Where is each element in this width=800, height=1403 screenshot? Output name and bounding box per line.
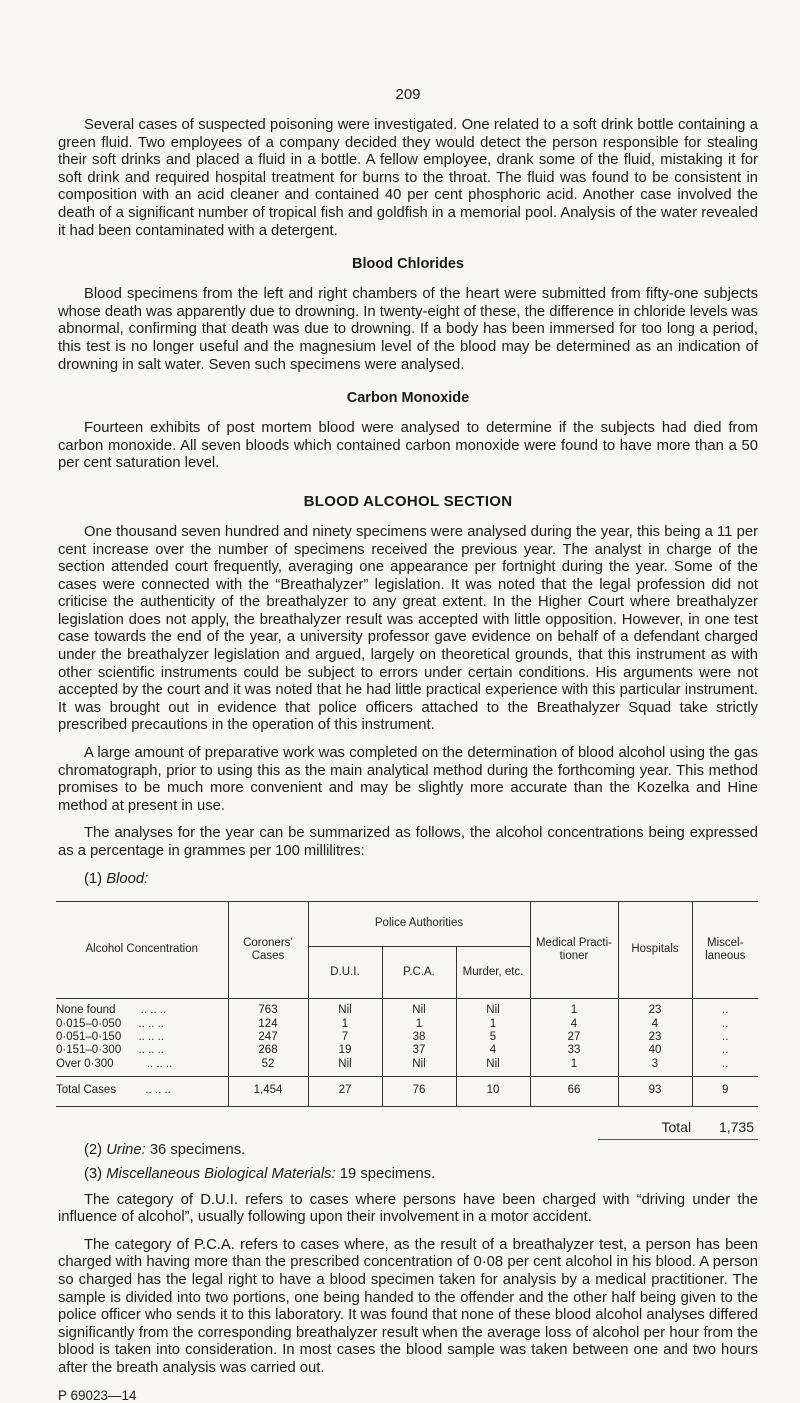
cell-pca: Nil (382, 1004, 456, 1017)
grand-total (58, 1119, 758, 1135)
grand-total-label: Total (661, 1118, 692, 1135)
blood-chlorides-paragraph: Blood specimens from the left and right chambers of the heart were submitted from fifty-one subjects whose death was apparently due to drowning. In twenty-eight of these, the difference in chloride levels was abnormal, confirming that death was due to drowning. If a body has been immersed for too long a period, this test is no longer useful and the magnesium level of the blood may be determined as an indication of drowning in salt water. Seven such specimens were analysed. (58, 286, 758, 373)
blood-chlorides-heading: Blood Chlorides (352, 256, 464, 273)
pca-paragraph: The category of P.C.A. refers to cases where, as the result of a breathalyzer test, a person has been charged with having more than the prescribed concentration of 0·08 per cent alcohol in his blood. A person so charged has the legal right to have a blood specimen taken for analysis by a medical practitioner. The sample is divided into two portions, one being handed to the offender and the other half being given to the police officer who sends it to this laboratory. It was found that none of these blood alcohol analyses differed significantly from the corresponding breathalyzer result when the average loss of alcohol per hour from the blood is taken into consideration. In most cases the blood sample was taken between one and two hours after the breath analysis was carried out. (58, 1236, 758, 1376)
document-page (58, 0, 758, 1403)
urine-item-text: 36 specimens. (149, 1141, 246, 1158)
carbon-monoxide-heading: Carbon Monoxide (346, 390, 470, 407)
cell-misc: .. (692, 1031, 758, 1044)
cell-coroners: 268 (228, 1044, 308, 1057)
header-coroners-cases: Coroners’ Cases (228, 901, 308, 998)
total-row-label: Total Cases (56, 1084, 117, 1097)
cell-pca: 1 (382, 1018, 456, 1031)
header-miscellaneous: Miscel- laneous (692, 901, 758, 998)
cell-dui: 1 (308, 1018, 382, 1031)
cell-misc: .. (692, 1018, 758, 1031)
cell-hospitals: 4 (618, 1018, 692, 1031)
cell-murder: Nil (456, 1058, 530, 1071)
blood-alcohol-paragraph-2: A large amount of preparative work was completed on the determination of blood alcohol using the gas chromatograph, prior to using this as the main analytical method during the forthcoming year. This method promises to be much more convenient and may be slightly more accurate than the Kozelka and Hine method at present in use. (58, 745, 758, 814)
row-label: 0·051–0·150 (56, 1030, 122, 1043)
table-row (56, 1058, 758, 1071)
total-row-leader-dots: .. .. .. (145, 1084, 171, 1097)
total-dui: 27 (308, 1076, 382, 1106)
cell-medical: 4 (530, 1018, 618, 1031)
cell-dui: Nil (308, 1058, 382, 1071)
cell-murder: 4 (456, 1044, 530, 1057)
row-label: 0·015–0·050 (56, 1017, 122, 1030)
cell-misc: .. (692, 1058, 758, 1071)
cell-dui: 7 (308, 1031, 382, 1044)
grand-total-value: 1,735 (718, 1118, 754, 1135)
page-number: 209 (395, 86, 421, 103)
total-misc: 9 (692, 1076, 758, 1106)
header-pca: P.C.A. (382, 946, 456, 998)
row-leader-dots: .. .. .. (146, 1057, 173, 1070)
row-leader-dots: .. .. .. (138, 1017, 164, 1030)
cell-murder: 1 (456, 1018, 530, 1031)
table-row (56, 1044, 758, 1057)
cell-pca: 37 (382, 1044, 456, 1057)
header-medical-practitioner: Medical Practi- tioner (530, 901, 618, 998)
cell-coroners: 247 (228, 1031, 308, 1044)
table-row (56, 1004, 758, 1017)
urine-item-label: Urine: (106, 1141, 146, 1158)
blood-item-number: (1) (84, 870, 103, 887)
cell-hospitals: 23 (618, 1031, 692, 1044)
table-row (56, 1031, 758, 1044)
urine-item (84, 1142, 758, 1158)
cell-murder: 5 (456, 1031, 530, 1044)
misc-item-text: 19 specimens. (339, 1165, 436, 1182)
cell-hospitals: 23 (618, 1004, 692, 1017)
header-alcohol-concentration: Alcohol Concentration (56, 901, 228, 998)
table-row (56, 1018, 758, 1031)
row-label: Over 0·300 (56, 1057, 114, 1070)
misc-item (84, 1166, 758, 1182)
urine-item-number: (2) (84, 1141, 103, 1158)
row-leader-dots: .. .. .. (138, 1030, 164, 1043)
total-coroners: 1,454 (228, 1076, 308, 1106)
cell-hospitals: 40 (618, 1044, 692, 1057)
blood-alcohol-paragraph-1: One thousand seven hundred and ninety specimens were analysed during the year, this being a 11 per cent increase over the number of specimens received the previous year. The analyst in charge of the section attended court frequently, averaging one appearance per fortnight during the year. Some of the cases were connected with the “Breathalyzer” legislation. It was noted that the legal profession did not criticise the authenticity of the breathalyzer to any great extent. In the Higher Court where breathalyzer legislation does not apply, the breathalyzer result was accepted with little opposition. However, in one test case towards the end of the year, a university professor gave evidence on behalf of a defendant charged under the breathalyzer legislation and argued, largely on theoretical grounds, that this instrument as with other scientific instruments could be subject to errors under certain conditions. His arguments were not accepted by the court and it was noted that he had little practical experience with this particular instrument. It was brought out in evidence that police officers attached to the Breathalyzer Squad take strictly prescribed precautions in the operation of this instrument. (58, 523, 758, 734)
cell-coroners: 763 (228, 1004, 308, 1017)
cell-pca: Nil (382, 1058, 456, 1071)
header-police-authorities: Police Authorities (308, 901, 530, 946)
total-medical: 66 (530, 1076, 618, 1106)
row-label: 0·151–0·300 (56, 1044, 122, 1057)
row-leader-dots: .. .. .. (140, 1004, 167, 1017)
cell-misc: .. (692, 1044, 758, 1057)
cell-murder: Nil (456, 1004, 530, 1017)
grand-total-rule (598, 1139, 758, 1140)
total-hospitals: 93 (618, 1076, 692, 1106)
blood-item (84, 871, 758, 887)
misc-item-label: Miscellaneous Biological Materials: (106, 1165, 336, 1182)
total-cases-row (56, 1076, 758, 1106)
row-label: None found (56, 1004, 116, 1017)
blood-alcohol-paragraph-3: The analyses for the year can be summarized as follows, the alcohol concentrations being expressed as a percentage in grammes per 100 millilitres: (58, 825, 758, 859)
blood-item-label: Blood: (106, 870, 149, 887)
cell-medical: 33 (530, 1044, 618, 1057)
cell-coroners: 52 (228, 1058, 308, 1071)
total-pca: 76 (382, 1076, 456, 1106)
blood-alcohol-heading: BLOOD ALCOHOL SECTION (303, 492, 513, 510)
misc-item-number: (3) (84, 1165, 103, 1182)
cell-medical: 1 (530, 1058, 618, 1071)
cell-medical: 1 (530, 1004, 618, 1017)
row-leader-dots: .. .. .. (138, 1044, 164, 1057)
cell-pca: 38 (382, 1031, 456, 1044)
cell-dui: Nil (308, 1004, 382, 1017)
header-murder: Murder, etc. (456, 946, 530, 998)
header-dui: D.U.I. (308, 946, 382, 998)
cell-dui: 19 (308, 1044, 382, 1057)
cell-medical: 27 (530, 1031, 618, 1044)
cell-coroners: 124 (228, 1018, 308, 1031)
total-murder: 10 (456, 1076, 530, 1106)
cell-misc: .. (692, 1004, 758, 1017)
header-hospitals: Hospitals (618, 901, 692, 998)
intro-paragraph: Several cases of suspected poisoning were investigated. One related to a soft drink bottle containing a green fluid. Two employees of a company decided they would detect the person responsible for stealing their soft drinks and placed a fluid in a bottle. A fellow employee, drank some of the fluid, mistaking it for soft drink and required hospital treatment for burns to the throat. The fluid was found to be consistent in composition with an acid cleaner and contained 40 per cent phosphoric acid. Another case involved the death of a significant number of tropical fish and goldfish in a memorial pool. Analysis of the water revealed it had been contaminated with a detergent. (58, 117, 758, 239)
cell-hospitals: 3 (618, 1058, 692, 1071)
carbon-monoxide-paragraph: Fourteen exhibits of post mortem blood were analysed to determine if the subjects had died from carbon monoxide. All seven bloods which contained carbon monoxide were found to have more than a 50 per cent saturation level. (58, 420, 758, 472)
blood-alcohol-table (56, 901, 758, 1107)
printer-reference: P 69023—14 (58, 1387, 137, 1403)
dui-paragraph: The category of D.U.I. refers to cases where persons have been charged with “driving under the influence of alcohol”, usually following upon their involvement in a motor accident. (58, 1191, 758, 1226)
